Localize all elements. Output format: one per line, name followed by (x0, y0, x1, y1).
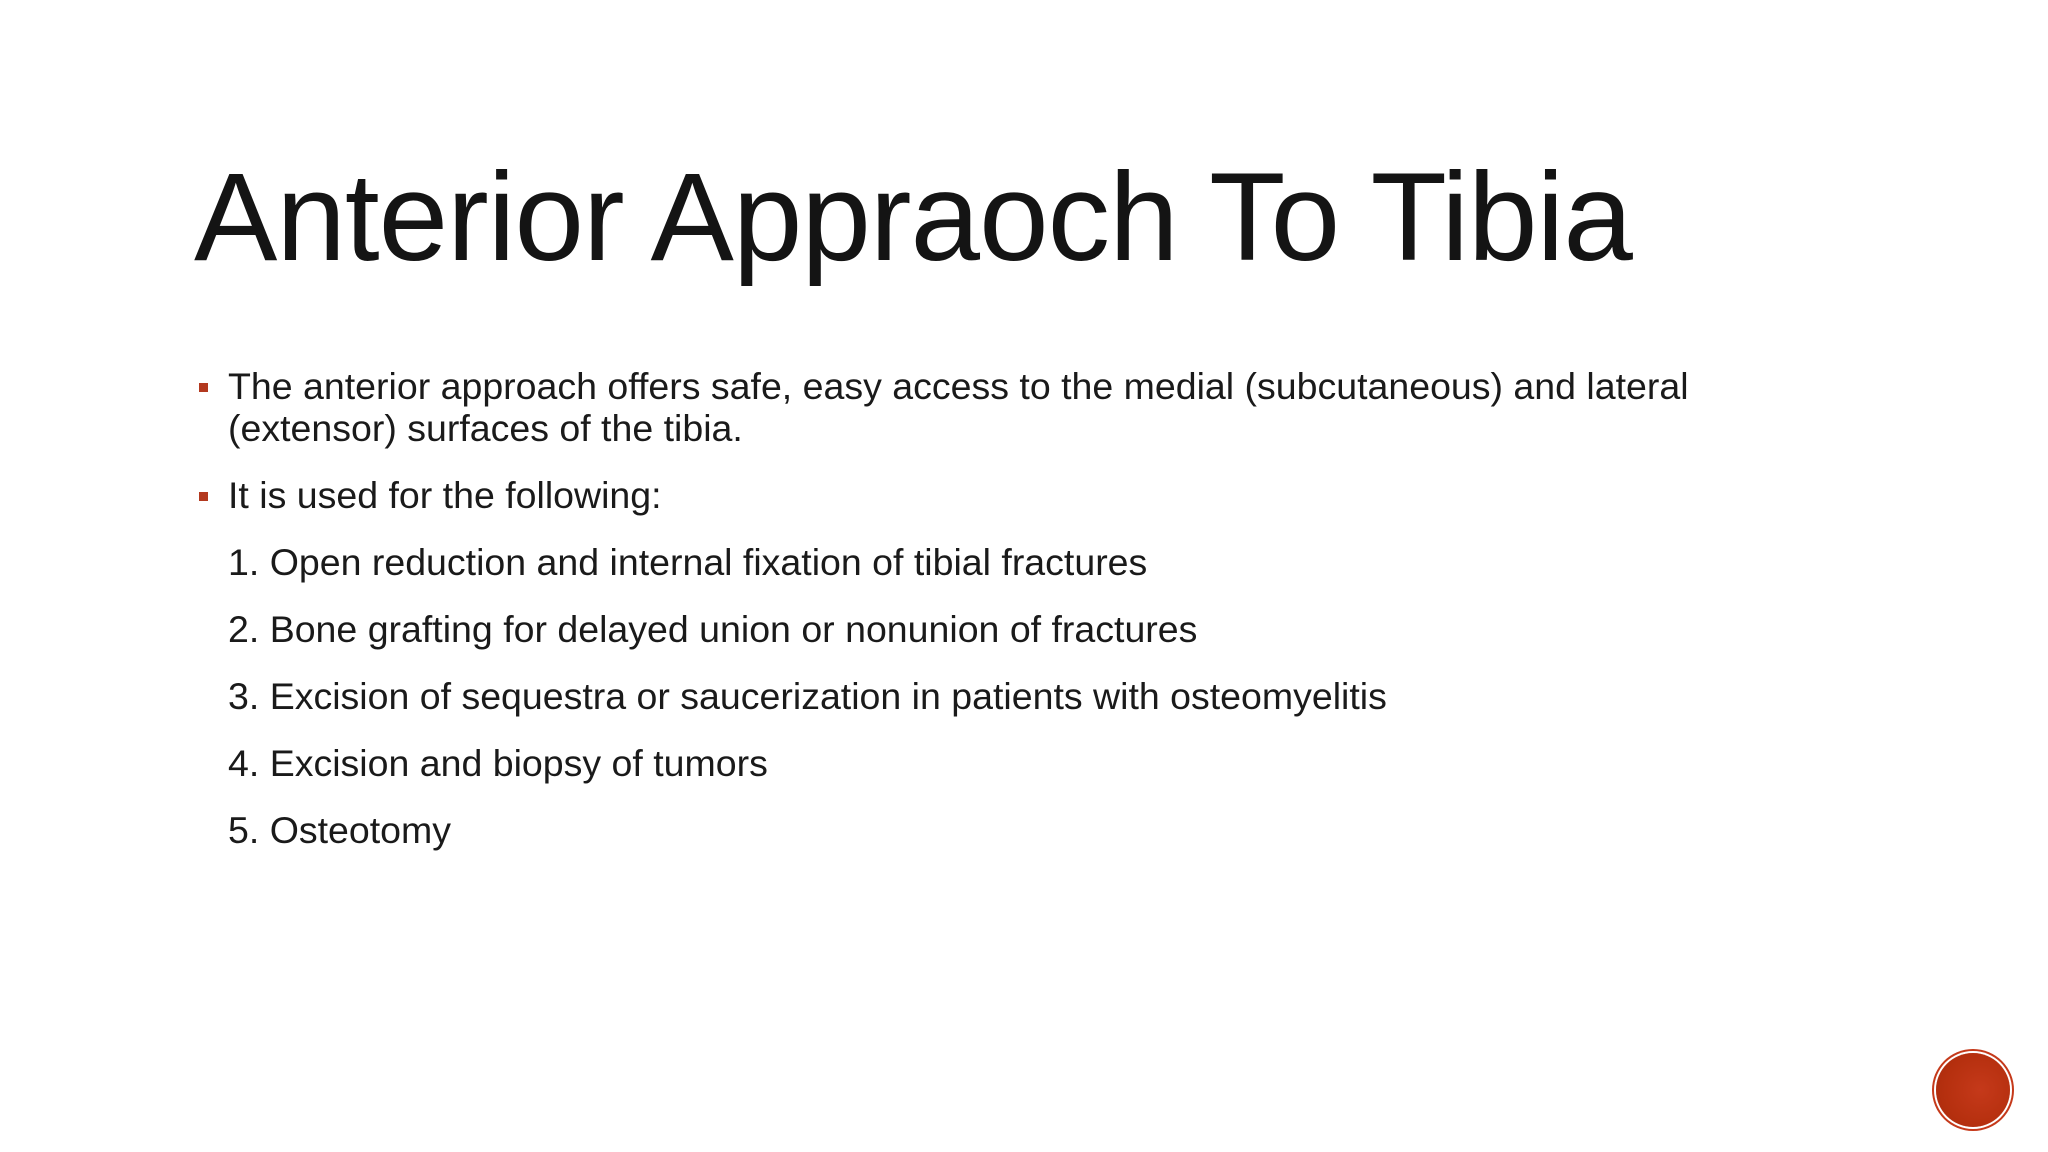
numbered-item: 3. Excision of sequestra or saucerization in patients with osteomyelitis (228, 675, 1387, 717)
navigation-circle-button[interactable] (1936, 1053, 2010, 1127)
numbered-item: 4. Excision and biopsy of tumors (228, 742, 768, 784)
bullet-item (196, 365, 1756, 449)
bullet-text: It is used for the following: (228, 474, 662, 516)
bullet-item (196, 474, 1756, 516)
square-bullet-icon (199, 492, 208, 501)
bullet-text: The anterior approach offers safe, easy access to the medial (subcutaneous) and lateral (extensor) surfaces of the tibia. (228, 365, 1689, 449)
square-bullet-icon (199, 383, 208, 392)
slide-title: Anterior Appraoch To Tibia (194, 148, 1632, 287)
slide-content (196, 365, 1756, 876)
numbered-item: 1. Open reduction and internal fixation of tibial fractures (228, 541, 1148, 583)
numbered-item: 2. Bone grafting for delayed union or nonunion of fractures (228, 608, 1198, 650)
numbered-item: 5. Osteotomy (228, 809, 452, 851)
